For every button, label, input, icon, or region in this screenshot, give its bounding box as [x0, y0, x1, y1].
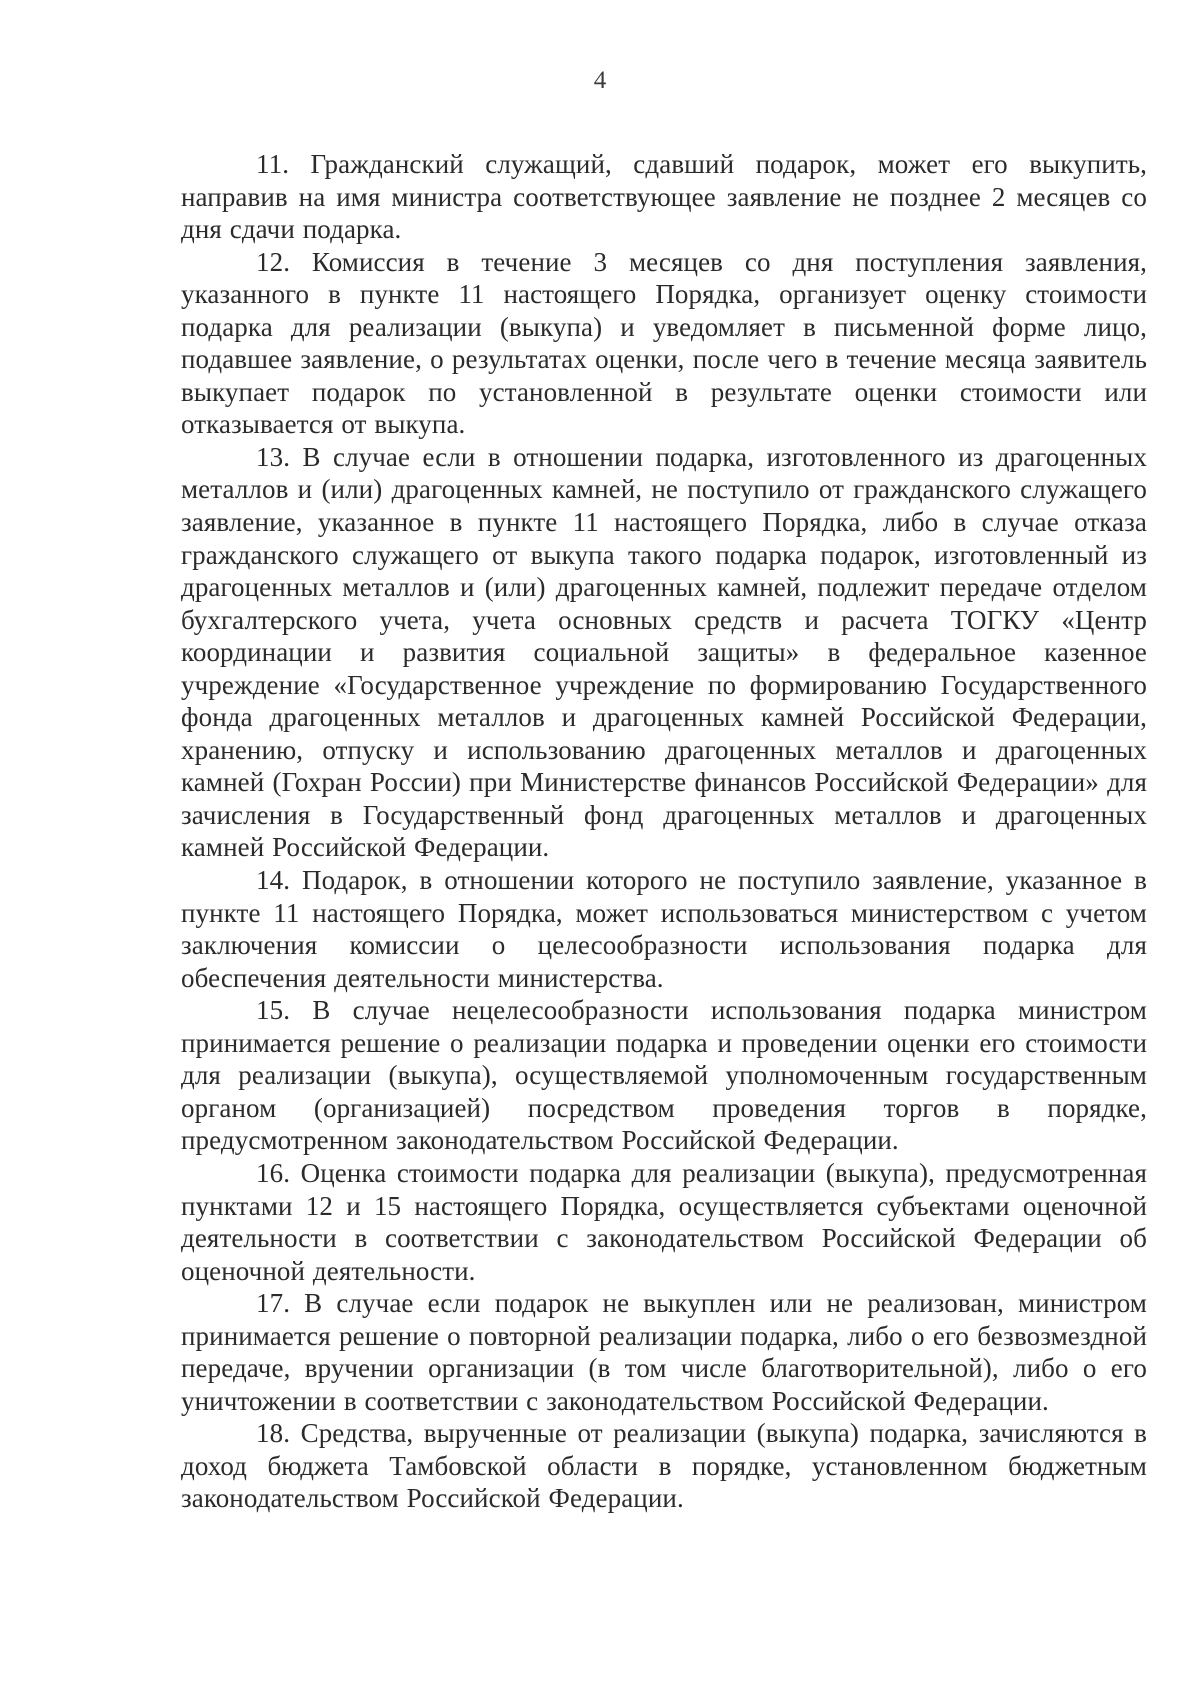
paragraph-15: 15. В случае нецелесообразности использования подарка министром принимается решение о реализации подарка и проведении оценки его стоимости для реализации (выкупа), осуществляемой уполномоченным государственным органом (организацией) посредством проведения торгов в порядке, предусмотренном законодательством Российской Федерации.	[181, 995, 1147, 1156]
page-number: 4	[593, 67, 607, 94]
paragraph-17: 17. В случае если подарок не выкуплен или не реализован, министром принимается решение о повторной реализации подарка, либо о его безвозмездной передаче, вручении организации (в том числе благотворительной), либо о его уничтожении в соответствии с законодательством Российской Федерации.	[181, 1288, 1147, 1416]
paragraph-18: 18. Средства, вырученные от реализации (выкупа) подарка, зачисляются в доход бюджета Тамбовской области в порядке, установленном бюджетным законодательством Российской Федерации.	[181, 1418, 1147, 1514]
document-body	[181, 148, 1147, 1515]
paragraph-16: 16. Оценка стоимости подарка для реализации (выкупа), предусмотренная пунктами 12 и 15 настоящего Порядка, осуществляется субъектами оценочной деятельности в соответствии с законодательством Российской Федерации об оценочной деятельности.	[181, 1157, 1147, 1286]
paragraph-11: 11. Гражданский служащий, сдавший подарок, может его выкупить, направив на имя министра соответствующее заявление не позднее 2 месяцев со дня сдачи подарка.	[181, 149, 1147, 245]
paragraph-12: 12. Комиссия в течение 3 месяцев со дня поступления заявления, указанного в пункте 11 настоящего Порядка, организует оценку стоимости подарка для реализации (выкупа) и уведомляет в письменной форме лицо, подавшее заявление, о результатах оценки, после чего в течение месяца заявитель выкупает подарок по установленной в результате оценки стоимости или отказывается от выкупа.	[181, 246, 1147, 440]
paragraph-14: 14. Подарок, в отношении которого не поступило заявление, указанное в пункте 11 настоящего Порядка, может использоваться министерством с учетом заключения комиссии о целесообразности использования подарка для обеспечения деятельности министерства.	[181, 865, 1147, 993]
paragraph-13: 13. В случае если в отношении подарка, изготовленного из драгоценных металлов и (или) драгоценных камней, не поступило от гражданского служащего заявление, указанное в пункте 11 настоящего Порядка, либо в случае отказа гражданского служащего от выкупа такого подарка подарок, изготовленный из драгоценных металлов и (или) драгоценных камней, подлежит передаче отделом бухгалтерского учета, учета основных средств и расчета ТОГКУ «Центр координации и развития социальной защиты» в федеральное казенное учреждение «Государственное учреждение по формированию Государственного фонда драгоценных металлов и драгоценных камней Российской Федерации, хранению, отпуску и использованию драгоценных металлов и драгоценных камней (Гохран России) при Министерстве финансов Российской Федерации» для зачисления в Государственный фонд драгоценных металлов и драгоценных камней Российской Федерации.	[181, 441, 1147, 863]
